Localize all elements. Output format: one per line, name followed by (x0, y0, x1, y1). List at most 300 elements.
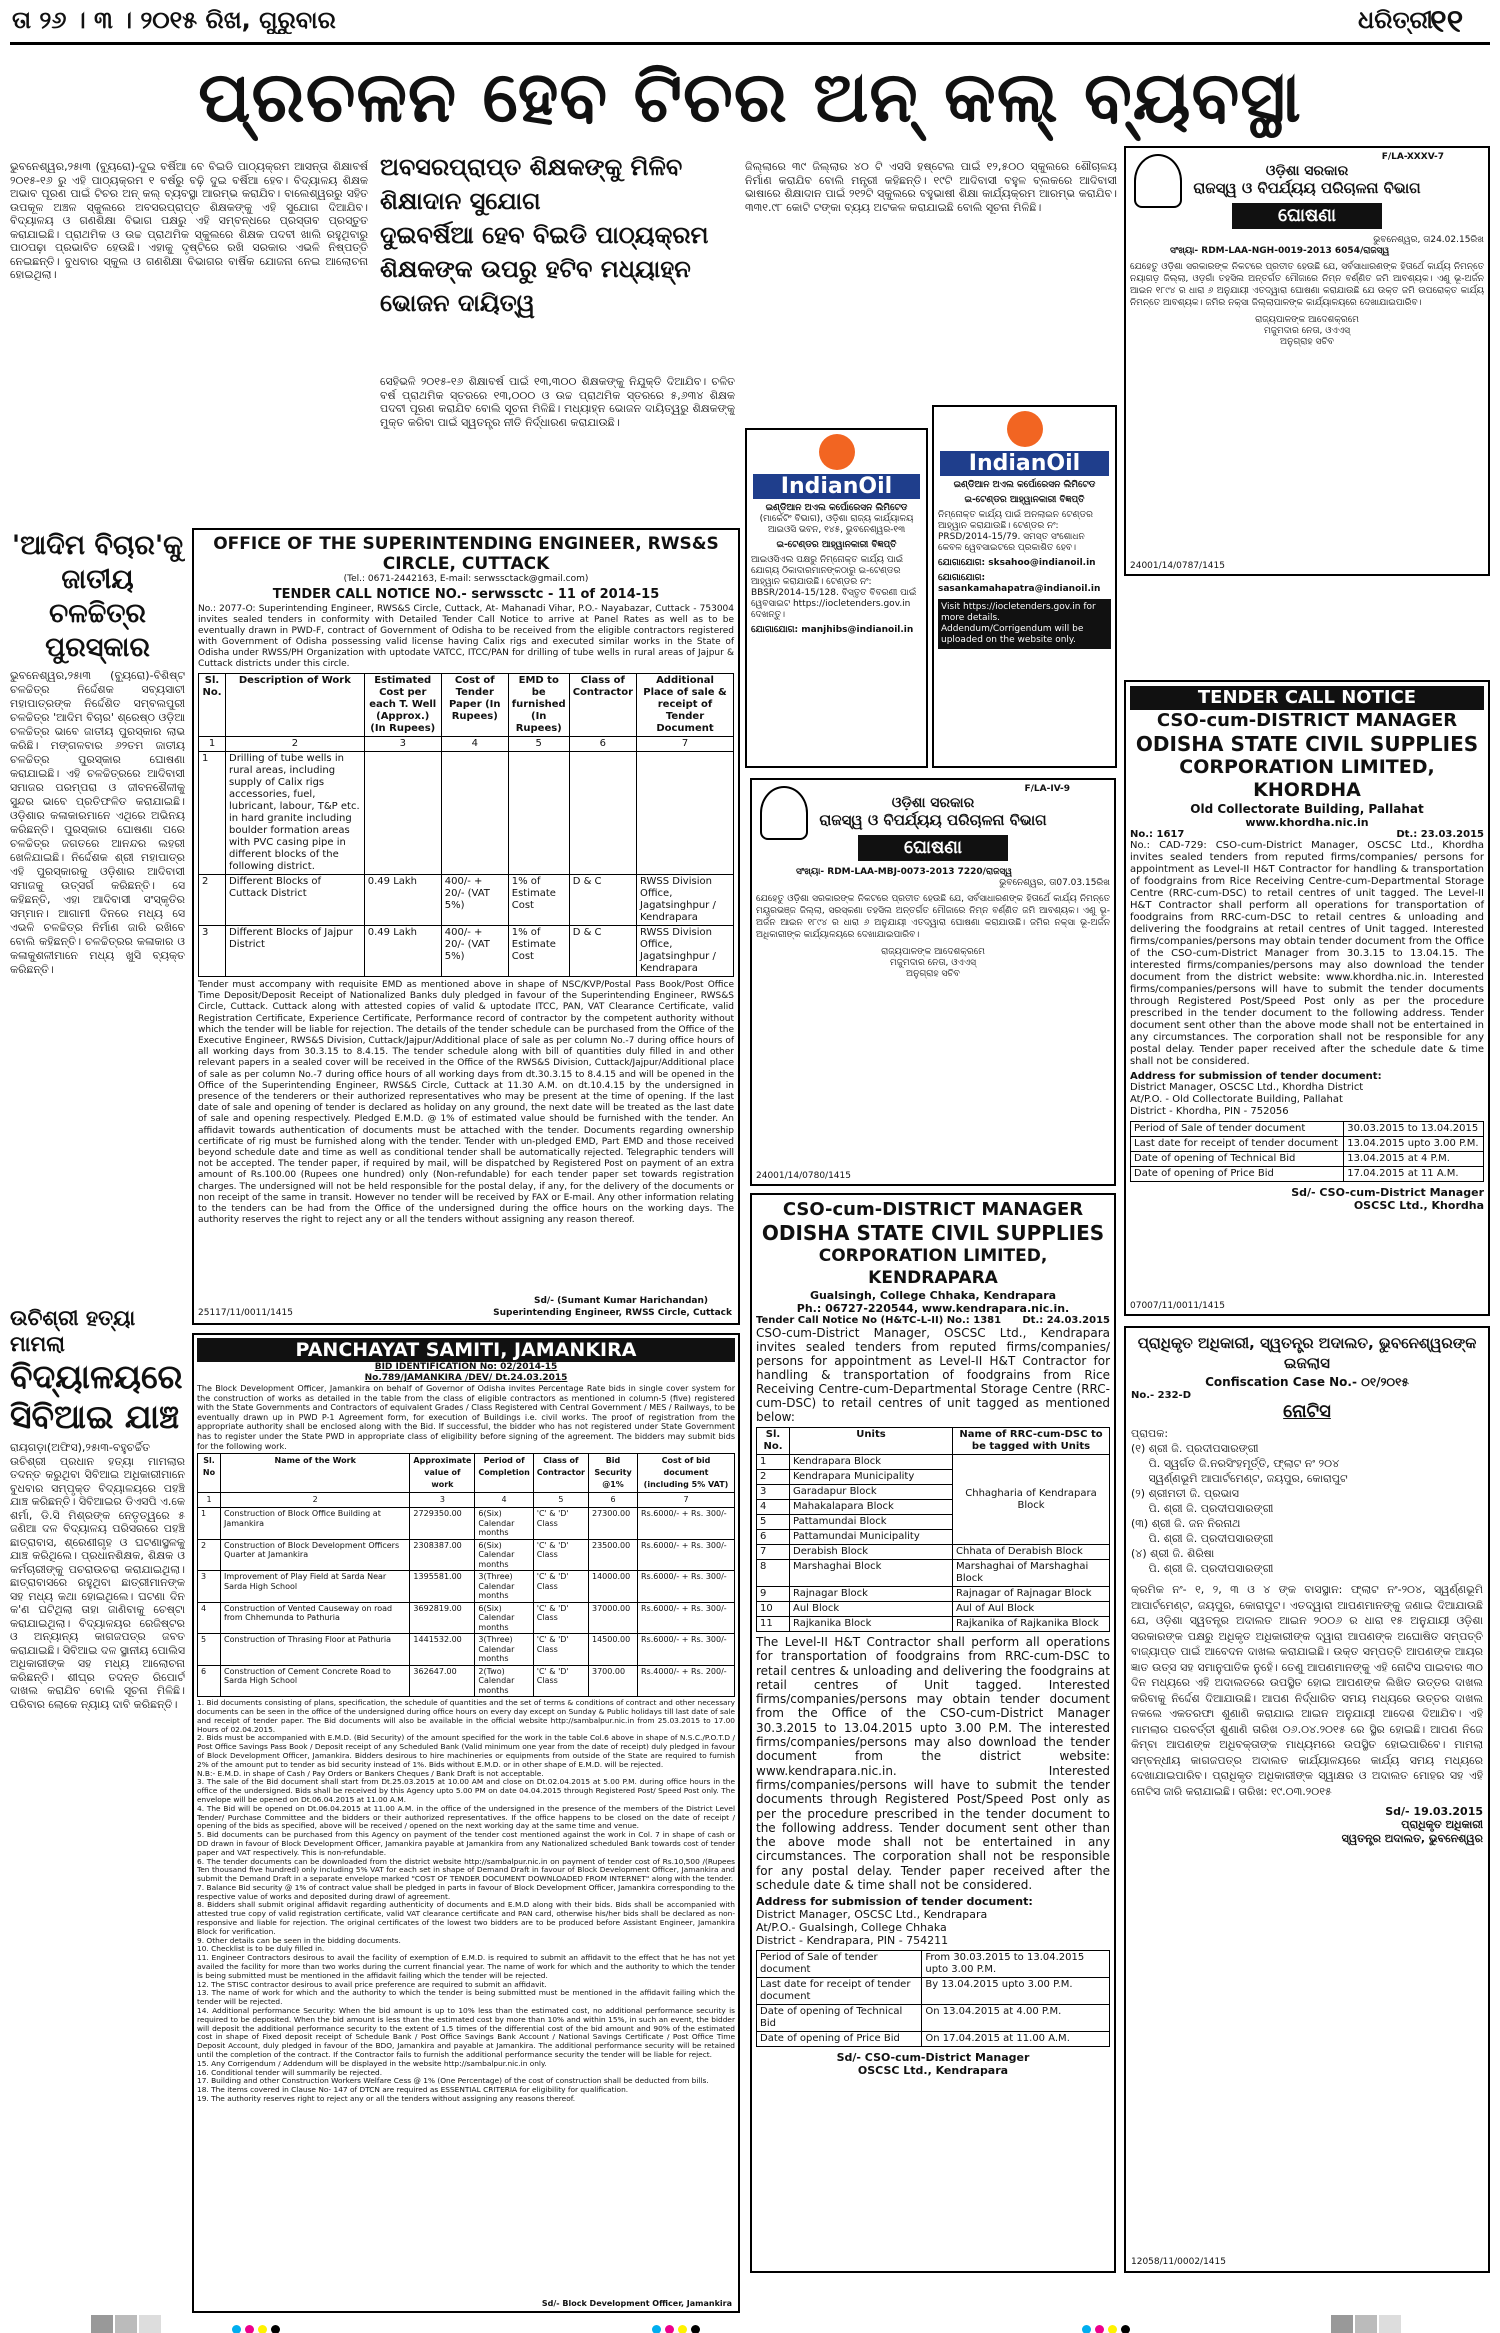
panchayat-condition: 16. Conditional tender will summarily be rejected. (197, 2067, 383, 2077)
kendrapara-sched-value: On 17.04.2015 at 11.00 A.M. (922, 2032, 1110, 2047)
rws-th: EMD to be furnished (In Rupees) (508, 674, 569, 737)
panchayat-cell: 1395581.00 (410, 1571, 475, 1603)
court-title: ପ୍ରାଧିକୃତ ଅଧିକାରୀ, ସ୍ୱତନ୍ତ୍ର ଅଦାଲତ, ଭୁବନେଶ୍ୱରଙ୍କ ଇଜଲାସ (1137, 1334, 1477, 1372)
panchayat-th: Class of Contractor (533, 1454, 588, 1493)
khordha-bar: TENDER CALL NOTICE (1130, 686, 1484, 710)
rws-tender-notice (192, 528, 740, 1325)
court-notice-head: ନୋଟିସ (1283, 1401, 1331, 1422)
court-party-line: ପି. ଶ୍ରୀ ଜି. ପ୍ରଦୀପସାରଙ୍ଗୀ (1131, 1532, 1274, 1545)
court-party-line: (୩) ଶ୍ରୀ ଜି. ଜନ ନିରନାଥ (1131, 1517, 1241, 1530)
khordha-sched-value: 13.04.2015 upto 3.00 P.M. (1344, 1137, 1484, 1152)
odisha-emblem-icon (760, 786, 808, 840)
khordha-no: No.: 1617 (1130, 829, 1185, 840)
panchayat-cell: 5 (198, 1634, 221, 1666)
panchayat-idx: 3 (410, 1493, 475, 1508)
khordha-addr-1: District Manager, OSCSC Ltd., Khordha District (1130, 1082, 1364, 1093)
khordha-sched-value: 13.04.2015 at 4 P.M. (1344, 1152, 1484, 1167)
ioc-org-sub: (ମାର୍କେଟିଂ ବିଭାଗ), ଓଡ଼ିଶା ରାଜ୍ୟ କାର୍ଯ୍ୟାଳୟ (759, 514, 914, 524)
court-sign-2: ପ୍ରାଧିକୃତ ଅଧିକାରୀ (1401, 1818, 1483, 1831)
sub-head-2: ଦୁଇବର୍ଷିଆ ହେବ ବିଇଡି ପାଠ୍ୟକ୍ରମ (380, 221, 709, 249)
kendrapara-addr-2: At/P.O.- Gualsingh, College Chhaka (756, 1921, 947, 1935)
court-party-line: ସ୍ୱର୍ଣ୍ଣଭୂମି ଆପାର୍ଟମେଣ୍ଟ, ଜୟପୁର, କୋରାପୁଟ (1131, 1472, 1348, 1485)
panchayat-cell: 14000.00 (589, 1571, 638, 1603)
panchayat-cell: 4 (198, 1602, 221, 1634)
kendrapara-unit: Derabish Block (790, 1545, 953, 1560)
khordha-addr: Old Collectorate Building, Pallahat (1190, 802, 1424, 816)
ghoshana2-desig: ଅନୁଗ୍ରାହ ସଚିବ (906, 969, 960, 979)
rws-cell (569, 752, 636, 875)
ghoshana1-dept: ରାଜସ୍ୱ ଓ ବିପର୍ଯ୍ୟୟ ପରିଚାଳନା ବିଭାଗ (1193, 179, 1421, 197)
kendrapara-addr-3: District - Kendrapara, PIN - 754211 (756, 1934, 949, 1948)
khordha-sched-label: Last date for receipt of tender document (1131, 1137, 1344, 1152)
kendrapara-th: Units (790, 1428, 953, 1455)
khordha-body: No.: CAD-729: CSO-cum-District Manager, OSCSC Ltd., Khordha invites sealed tenders from reputed firms/companies/ persons for appointment as Level-II H&T Contractor for handling & transportation of foodgrains from Rice Receiving Centre-cum-Departmental Storage Centre (RRC-cum-DSC) to retail centres of unit tagged. The Level-II H&T Contractor shall perform all operations for transportation of foodgrains from RRC-cum-DSC to retail centres & unloading and delivering the foodgrains at retail centres of Unit tagged. Interested firms/companies/persons may obtain tender document from the Office of the CSO-cum-District Manager from 30.3.15 to 13.04.15. The interested firms/companies/persons may also download the tender document from the district website: www.khordha.nic.in. Interested firms/companies/persons will have to submit the tender documents through Registered Post/Speed Post only as per the procedure prescribed in the tender document to the following address. Tender document sent other than the above mode shall not be entertained in any circumstances. The corporation shall not be responsible for any postal delay. Tender paper received after the schedule date & time shall not be considered. (1130, 840, 1484, 1067)
cbi-story (10, 1305, 185, 2310)
court-sign-1: Sd/- 19.03.2015 (1385, 1805, 1483, 1818)
kendrapara-sl: 11 (757, 1617, 790, 1632)
kendrapara-rrc: Chhagharia of Kendrapara Block (953, 1455, 1110, 1545)
panchayat-cell: Rs.6000/- + Rs. 300/- (638, 1571, 735, 1603)
panchayat-cell: Construction of Thrasing Floor at Pathuria (221, 1634, 410, 1666)
kendrapara-unit: Marshaghai Block (790, 1560, 953, 1587)
rws-cell: 400/- + 20/- (VAT 5%) (441, 926, 508, 977)
kendrapara-sl: 6 (757, 1530, 790, 1545)
rws-idx: 5 (508, 737, 569, 752)
ioc-org: ଇଣ୍ଡିଆନ ଅଏଲ କର୍ପୋରେସନ ଲିମିଟେଡ (765, 503, 908, 513)
ghoshana1-date: ଭୁବନେଶ୍ୱର, ତା24.02.15ରିଖ (1373, 235, 1484, 245)
sub-heads (380, 150, 735, 340)
rws-cell: 3 (199, 926, 226, 977)
court-no: No.- 232-D (1131, 1390, 1191, 1401)
rws-title: OFFICE OF THE SUPERINTENDING ENGINEER, RWS&S CIRCLE, CUTTACK (213, 534, 719, 574)
panchayat-cell: Rs.6000/- + Rs. 300/- (638, 1539, 735, 1571)
kendrapara-intro: CSO-cum-District Manager, OSCSC Ltd., Kendrapara invites sealed tenders from reputed firms/companies/ persons for appointment as Level-II H&T Contractor for handling & transportation of foodgrains from Rice Receiving Centre-cum-Departmental Storage Centre (RRC-cum-DSC) to retail centres of unit tagged as mentioned below: (756, 1326, 1110, 1424)
panchayat-cell: Construction of Block Office Building at Jamankira (221, 1508, 410, 1540)
panchayat-cell: 2(Two) Calendar months (475, 1665, 533, 1697)
panchayat-condition: 11. Engineer Contractors desirous to avail the facility of exemption of E.M.D. is required to submit an affidavit to the effect that he has not yet availed the facility for more than two works during the current financial year. The name of work for which and the authority to which the tender is being submitted must be mentioned in the affidavit failing which the tender will be rejected. (197, 1953, 735, 1980)
color-swatches-right (1330, 2315, 1402, 2333)
ioc-contact-1: ଯୋଗାଯୋଗ: sksahoo@indianoil.in (938, 558, 1096, 568)
panchayat-condition: 19. The authority reserves right to reject any or all the tenders without assigning any reasons thereof. (197, 2094, 576, 2104)
rws-th: Cost of Tender Paper (In Rupees) (441, 674, 508, 737)
panchayat-condition: 5. Bid documents can be purchased from this Agency on payment of the tender cost mentioned against the work in Col. 7 in shape of cash or DD drawn in favour of Block Development Officer, Jamankira payable at Jamankira from any Nationalized scheduled Bank towards cost of tender paper and VAT respectively. This is non-refundable. (197, 1830, 735, 1857)
kendrapara-sl: 4 (757, 1500, 790, 1515)
panchayat-cell: 'C' & 'D' Class (533, 1602, 588, 1634)
kendrapara-sl: 1 (757, 1455, 790, 1470)
panchayat-cell: 3 (198, 1571, 221, 1603)
kendrapara-t2: ODISHA STATE CIVIL SUPPLIES (761, 1221, 1105, 1245)
court-body: କ୍ରମିକ ନଂ- ୧, ୨, ୩ ଓ ୪ ଙ୍କ ବାସସ୍ଥାନ: ଫ୍ଲାଟ ନଂ-୨୦୪, ସ୍ୱର୍ଣ୍ଣଭୂମି ଆପାର୍ଟମେଣ୍ଟ, ଜୟପୁର, କୋରାପୁଟ। ଏତଦ୍ୱାରା ଆପଣମାନଙ୍କୁ ଜଣାଇ ଦିଆଯାଉଛି ଯେ, ଓଡ଼ିଶା ସ୍ୱତନ୍ତ୍ର ଅଦାଲତ ଆଇନ ୨୦୦୬ ର ଧାରା ୧୫ ଅନୁଯାୟୀ ଓଡ଼ିଶା ସରକାରଙ୍କ ପକ୍ଷରୁ ଅଧିକୃତ ଅଧିକାରୀଙ୍କ ଦ୍ୱାରା ଆପଣଙ୍କ ଅଘୋଷିତ ସମ୍ପତ୍ତି ବାଜ୍ୟାପ୍ତ ପାଇଁ ଆବେଦନ ଦାଖଲ କରାଯାଇଛି। ଉକ୍ତ ସମ୍ପତ୍ତି ଆପଣଙ୍କ ଆୟର ଜ୍ଞାତ ଉତ୍ସ ସହ ସମାନୁପାତିକ ନୁହେଁ। ତେଣୁ ଆପଣମାନଙ୍କୁ ଏହି ନୋଟିସ ପାଇବାର ୩୦ ଦିନ ମଧ୍ୟରେ ଏହି ଅଦାଲତରେ ଉପସ୍ଥିତ ହୋଇ ଆପଣଙ୍କ ଲିଖିତ ଉତ୍ତର ଦାଖଲ କରିବାକୁ ନିର୍ଦ୍ଦେଶ ଦିଆଯାଉଛି। ଆପଣ ନିର୍ଦ୍ଧାରିତ ସମୟ ମଧ୍ୟରେ ଉତ୍ତର ଦାଖଲ ନକଲେ ଏକତରଫା ଶୁଣାଣି କରାଯାଇ ଆଇନ ଅନୁଯାୟୀ ଆଦେଶ ଦିଆଯିବ। ଏହି ମାମଲାର ପରବର୍ତ୍ତୀ ଶୁଣାଣି ତାରିଖ ୦୬.୦୪.୨୦୧୫ ରେ ସ୍ଥିର ହୋଇଛି। ଆପଣ ନିଜେ କିମ୍ବା ଆପଣଙ୍କ ଅଧିବକ୍ତାଙ୍କ ମାଧ୍ୟମରେ ଉପସ୍ଥିତ ହୋଇପାରିବେ। ମାମଲା ସମ୍ବନ୍ଧୀୟ କାଗଜପତ୍ର ଅଦାଲତ କାର୍ଯ୍ୟାଳୟରେ କାର୍ଯ୍ୟ ସମୟ ମଧ୍ୟରେ ଦେଖାଯାଇପାରିବ। ପ୍ରାଧିକୃତ ଅଧିକାରୀଙ୍କ ସ୍ୱାକ୍ଷର ଓ ଅଦାଲତ ମୋହର ସହ ଏହି ନୋଟିସ ଜାରି କରାଯାଇଛି। ତାରିଖ: ୧୯.୦୩.୨୦୧୫ (1131, 1583, 1483, 1798)
panchayat-cell: 1 (198, 1508, 221, 1540)
ioc-body: ନିମ୍ନୋକ୍ତ କାର୍ଯ୍ୟ ପାଇଁ ଅନଲାଇନ ଟେଣ୍ଡର ଆହ୍ୱାନ କରାଯାଉଛି। ଟେଣ୍ଡର ନଂ: PRSD/2014-15/79. ସମସ୍ତ ସଂଶୋଧନ କେବଳ ୱେବସାଇଟରେ ପ୍ରକାଶିତ ହେବ। (938, 510, 1093, 553)
rws-sign-2: Superintending Engineer, RWSS Circle, Cuttack (493, 1308, 732, 1318)
rws-idx: 1 (199, 737, 226, 752)
rws-row (199, 926, 734, 977)
panchayat-cell: 'C' & 'D' Class (533, 1508, 588, 1540)
panchayat-cell: 2 (198, 1539, 221, 1571)
panchayat-tender (192, 1333, 740, 2313)
kendrapara-unit: Pattamundai Municipality (790, 1530, 953, 1545)
court-party-line: (୪) ଶ୍ରୀ ଜି. ଶିରିଷା (1131, 1547, 1215, 1560)
page-number: ୧୧ (1430, 2, 1464, 40)
kendrapara-schedule (756, 1950, 1110, 2047)
kendrapara-unit: Rajkanika Block (790, 1617, 953, 1632)
ioc-brand: IndianOil (753, 474, 920, 499)
kendrapara-addr-head: Address for submission of tender document: (756, 1895, 1033, 1909)
rws-cell (508, 752, 569, 875)
panchayat-cell: 14500.00 (589, 1634, 638, 1666)
registration-marks (650, 2319, 702, 2333)
panchayat-condition: 1. Bid documents consisting of plans, specification, the schedule of quantities and the set of terms & conditions of contract and other necessary documents can be seen in the office of the undersigned during office hours on every day except on Sunday & Public holidays till last date of sale and receipt of tender paper. The Bid documents will also be available in the official website http://sambalpur.nic.in from 25.03.2015 to 17.00 Hours of 02.04.2015. (197, 1698, 735, 1734)
panchayat-condition: 14. Additional performance Security: When the bid amount is up to 10% less than the estimated cost, no additional performance security is required to be deposited. When the bid amount is less than the estimated cost by more than 10% and within 15%, in such an event, the bidder will deposit the additional performance security to the extent of 1.5 times of the differential cost of the bid amount and 90% of the estimated cost in shape of Fixed deposit receipt of Schedule Bank / Post Office Savings Bank Account / National Savings Certificate / Post Office Time Deposit Account, duly pledged in favour of the BDO, Jamankira and payable at Jamankira. The additional performance security will be retained until the completion of the contract. If the Contractor fails to furnish the additional performance security the tender will be liable for reject. (197, 2006, 735, 2060)
cbi-kicker: ଉଚିଶ୍ରୀ ହତ୍ୟା ମାମଲା (10, 1306, 136, 1356)
panchayat-cell: Construction of Vented Causeway on road from Chhemunda to Pathuria (221, 1602, 410, 1634)
panchayat-th: Name of the Work (221, 1454, 410, 1493)
rws-cell: D & C (569, 926, 636, 977)
khordha-addr-head: Address for submission of tender document: (1130, 1071, 1382, 1082)
ghoshana2-code: F/LA-IV-9 (1024, 784, 1070, 794)
rws-cell (637, 752, 734, 875)
khordha-sign-1: Sd/- CSO-cum-District Manager (1291, 1186, 1484, 1199)
indianoil-logo-icon (1007, 411, 1043, 447)
panchayat-idx: 5 (533, 1493, 588, 1508)
kendrapara-rrc: Rajnagar of Rajnagar Block (953, 1587, 1110, 1602)
ghoshana2-ref: ସଂଖ୍ୟା- RDM-LAA-MBJ-0073-2013 7220/ରାଜସ୍ୱ (796, 867, 1012, 877)
rws-cell: 0.49 Lakh (364, 926, 441, 977)
panchayat-cell: 3(Three) Calendar months (475, 1571, 533, 1603)
panchayat-cell: Improvement of Play Field at Sarda Near Sarda High School (221, 1571, 410, 1603)
cbi-body: ରାୟଗଡ଼ା(ଅଫିସ),୨୫ା୩-ବହୁଚର୍ଚ୍ଚିତ ଉଚିଶ୍ରୀ ପ୍ରଧାନ ହତ୍ୟା ମାମଲାର ତଦନ୍ତ କରୁଥିବା ସିବିଆଇ ଅଧିକାରୀମାନେ ବୁଧବାର ସମ୍ପୃକ୍ତ ବିଦ୍ୟାଳୟରେ ପହଞ୍ଚି ଯାଞ୍ଚ କରିଛନ୍ତି। ସିବିଆଇର ଡିଏସପି ଏ.କେ ଶର୍ମା, ଡି.ସି ମିଶ୍ରଙ୍କ ନେତୃତ୍ୱରେ ୫ ଜଣିଆ ଦଳ ବିଦ୍ୟାଳୟ ପରିସରରେ ପହଞ୍ଚି ଛାତ୍ରାବାସ, ଶ୍ରେଣୀଗୃହ ଓ ଘଟଣାସ୍ଥଳକୁ ଯାଞ୍ଚ କରିଥିଲେ। ପ୍ରଧାନଶିକ୍ଷକ, ଶିକ୍ଷକ ଓ କର୍ମଚାରୀଙ୍କୁ ପଚରାଉଚରା କରାଯାଇଥିଲା। ଛାତ୍ରାବାସରେ ରହୁଥିବା ଛାତ୍ରୀମାନଙ୍କ ସହ ମଧ୍ୟ କଥା ହୋଇଥିଲେ। ଘଟଣା ଦିନ କ'ଣ ଘଟିଥିଲା ତାହା ଜାଣିବାକୁ ଚେଷ୍ଟା କରାଯାଇଥିଲା। ବିଦ୍ୟାଳୟର ରେଜିଷ୍ଟର ଓ ଅନ୍ୟାନ୍ୟ କାଗଜପତ୍ର ଜବତ କରାଯାଇଛି। ସିବିଆଇ ଦଳ ସ୍ଥାନୀୟ ପୋଲିସ ଅଧିକାରୀଙ୍କ ସହ ମଧ୍ୟ ଆଲୋଚନା କରିଛନ୍ତି। ଶୀଘ୍ର ତଦନ୍ତ ରିପୋର୍ଟ ଦାଖଲ କରାଯିବ ବୋଲି ସୂଚନା ମିଳିଛି। ପରିବାର ଲୋକେ ନ୍ୟାୟ ଦାବି କରିଛନ୍ତି। (10, 1441, 185, 1711)
rws-cell: D & C (569, 875, 636, 926)
panchayat-cell: 3692819.00 (410, 1602, 475, 1634)
rws-idx: 3 (364, 737, 441, 752)
khordha-t2: ODISHA STATE CIVIL SUPPLIES (1135, 732, 1479, 756)
main-headline: ପ୍ରଚଳନ ହେବ ଟିଚର ଅନ୍ କଲ୍ ବ୍ୟବସ୍ଥା (198, 55, 1302, 138)
rws-th: Additional Place of sale & receipt of Tender Document (637, 674, 734, 737)
story-col-3: ଜିଲ୍ଲାରେ ୩୯ ଜିଲ୍ଲାର ୪୦ ଟି ଏସସି ହଷ୍ଟେଲ ପାଇଁ ୧୨,୫୦୦ ସ୍କୁଲରେ ଶୌଚାଳୟ ନିର୍ମାଣ କରାଯିବ ବୋଲି ମନ୍ତ୍ରୀ କହିଛନ୍ତି। ୧୯ଟି ଆଦିବାସୀ ବହୁଳ ବ୍ଲକରେ ଆଦିବାସୀ ଭାଷାରେ ଶିକ୍ଷାଦାନ ପାଇଁ ୨୧୨ଟି ସ୍କୁଲରେ ବହୁଭାଷୀ ଶିକ୍ଷା କାର୍ଯ୍ୟକ୍ରମ ଆରମ୍ଭ କରାଯିବ। ୩୩୧.୯୮ କୋଟି ଟଙ୍କା ବ୍ୟୟ ଅଟକଳ କରାଯାଇଛି ବୋଲି ସୂଚନା ମିଳିଛି। (745, 160, 1117, 214)
kendrapara-no: Tender Call Notice No (H&TC-L-II) No.: 1381 (756, 1315, 1002, 1326)
panchayat-row (198, 1634, 735, 1666)
kendrapara-units-table (756, 1427, 1110, 1632)
panchayat-conditions (197, 1699, 735, 2104)
panchayat-cell: 3700.00 (589, 1665, 638, 1697)
panchayat-condition: 13. The name of work for which and the authority to which the tender is being submitted must be mentioned in the affidavit failing which the tender will be rejected. (197, 1988, 735, 2007)
panchayat-cell: 3(Three) Calendar months (475, 1634, 533, 1666)
kendrapara-ph: Ph.: 06727-220544, www.kendrapara.nic.in. (796, 1302, 1070, 1315)
ghoshana1-govt: ଓଡ଼ିଶା ସରକାର (1265, 163, 1349, 179)
khordha-t3: CORPORATION LIMITED, KHORDHA (1179, 756, 1435, 801)
panchayat-rows (198, 1508, 735, 1697)
court-notice (1124, 1326, 1490, 2273)
court-parties (1131, 1426, 1483, 1576)
rws-row (199, 752, 734, 875)
ioc-contact: ଯୋଗାଯୋଗ: manjhibs@indianoil.in (751, 625, 914, 635)
kendrapara-t3: CORPORATION LIMITED, KENDRAPARA (818, 1246, 1048, 1288)
kendrapara-sl: 2 (757, 1470, 790, 1485)
rws-cell: Different Blocks of Jajpur District (226, 926, 365, 977)
panchayat-condition: 9. Other details can be seen in the bidding documents. (197, 1935, 401, 1945)
panchayat-cell: 6(Six) Calendar months (475, 1539, 533, 1571)
kendrapara-unit: Rajnagar Block (790, 1587, 953, 1602)
kendrapara-sl: 10 (757, 1602, 790, 1617)
panchayat-cell: 27300.00 (589, 1508, 638, 1540)
rws-idx: 7 (637, 737, 734, 752)
panchayat-cell: 1441532.00 (410, 1634, 475, 1666)
khordha-dt: Dt.: 23.03.2015 (1396, 829, 1484, 840)
film-award-body: ଭୁବନେଶ୍ୱର,୨୫ା୩ (ବ୍ୟୁରୋ)-ବିଶିଷ୍ଟ ଚଳଚ୍ଚିତ୍ର ନିର୍ଦ୍ଦେଶକ ସବ୍ୟସାଚୀ ମହାପାତ୍ରଙ୍କ ନିର୍ଦ୍ଦେଶିତ ସମ୍ବଲପୁରୀ ଚଳଚ୍ଚିତ୍ର 'ଆଦିମ ବିଚାର' ଶ୍ରେଷ୍ଠ ଓଡ଼ିଆ ଚଳଚ୍ଚିତ୍ର ଭାବେ ଜାତୀୟ ପୁରସ୍କାର ଲାଭ କରିଛି। ମଙ୍ଗଳବାର ୬୨ତମ ଜାତୀୟ ଚଳଚ୍ଚିତ୍ର ପୁରସ୍କାର ଘୋଷଣା କରାଯାଇଛି। ଏହି ଚଳଚ୍ଚିତ୍ରରେ ଆଦିବାସୀ ସମାଜର ପରମ୍ପରା ଓ ଜୀବନଶୈଳୀକୁ ସୁନ୍ଦର ଭାବେ ପ୍ରତିଫଳିତ କରାଯାଇଛି। ଓଡ଼ିଶାର କଳାକାରମାନେ ଏଥିରେ ଅଭିନୟ କରିଛନ୍ତି। ପୁରସ୍କାର ଘୋଷଣା ପରେ ଚଳଚ୍ଚିତ୍ର ଜଗତରେ ଆନନ୍ଦର ଲହରୀ ଖେଳିଯାଇଛି। ନିର୍ଦ୍ଦେଶକ ଶ୍ରୀ ମହାପାତ୍ର ଏହି ପୁରସ୍କାରକୁ ଓଡ଼ିଶାର ଆଦିବାସୀ ସମାଜକୁ ଉତ୍ସର୍ଗ କରିଛନ୍ତି। ସେ କହିଛନ୍ତି, ଏହା ଆଦିବାସୀ ସଂସ୍କୃତିର ସମ୍ମାନ। ଆଗାମୀ ଦିନରେ ମଧ୍ୟ ସେ ଏଭଳି ଚଳଚ୍ଚିତ୍ର ନିର୍ମାଣ ଜାରି ରଖିବେ ବୋଲି କହିଛନ୍ତି। ଚଳଚ୍ଚିତ୍ରର କଳାକାର ଓ କଳାକୁଶଳୀମାନେ ମଧ୍ୟ ଖୁସି ବ୍ୟକ୍ତ କରିଛନ୍ତି। (10, 669, 185, 976)
print-color-bar (0, 2315, 1500, 2333)
kendrapara-unit: Garadapur Block (790, 1485, 953, 1500)
ioc-address: ଆଇଓସି ଭବନ, ୧୪୫, ଭୁବନେଶ୍ୱର-୧୩ (767, 525, 906, 535)
kendrapara-th: Name of RRC-cum-DSC to be tagged with Units (953, 1428, 1110, 1455)
ghoshana2-dept: ରାଜସ୍ୱ ଓ ବିପର୍ଯ୍ୟୟ ପରିଚାଳନା ବିଭାଗ (819, 811, 1047, 829)
kendrapara-unit: Kendrapara Block (790, 1455, 953, 1470)
kendrapara-unit: Pattamundai Block (790, 1515, 953, 1530)
ghoshana1-desig: ଅନୁଗ୍ରାହ ସଚିବ (1280, 337, 1334, 347)
panchayat-cell: 23500.00 (589, 1539, 638, 1571)
panchayat-cell: 2729350.00 (410, 1508, 475, 1540)
rws-th: Class of Contractor (569, 674, 636, 737)
rws-cell: 400/- + 20/- (VAT 5%) (441, 875, 508, 926)
kendrapara-rrc: Aul of Aul Block (953, 1602, 1110, 1617)
rws-notice-no: TENDER CALL NOTICE NO.- serwssctc - 11 of 2014-15 (272, 587, 660, 602)
panchayat-cell: 362647.00 (410, 1665, 475, 1697)
rws-cell: 1% of Estimate Cost (508, 926, 569, 977)
panchayat-idx: 6 (589, 1493, 638, 1508)
court-party-line: ପି. ଶ୍ରୀ ଜି. ପ୍ରଦୀପସାରଙ୍ଗୀ (1131, 1502, 1274, 1515)
panchayat-condition: 18. The items covered in Clause No- 147 of DTCN are required as ESSENTIAL CRITERIA for eligibility for qualification. (197, 2085, 629, 2095)
header-rule (10, 42, 1490, 45)
panchayat-th: Cost of bid document (including 5% VAT) (638, 1454, 735, 1493)
kendrapara-sign-1: Sd/- CSO-cum-District Manager (836, 2051, 1030, 2065)
panchayat-cell: 6 (198, 1665, 221, 1697)
ioc-title: ଇ-ଟେଣ୍ଡର ଆହ୍ୱାନକାରୀ ବିଜ୍ଞପ୍ତି (776, 540, 897, 550)
kendrapara-sched-value: By 13.04.2015 upto 3.00 P.M. (922, 1978, 1110, 2005)
khordha-sched-label: Period of Sale of tender document (1131, 1122, 1344, 1137)
panchayat-row (198, 1539, 735, 1571)
rws-cell (364, 752, 441, 875)
panchayat-condition: 6. The tender documents can be downloaded from the district website http://sambalpur.nic.in on payment of tender cost of Rs.10,500 /(Rupees Ten thousand five hundred) only including 5% VAT for each set in shape of Demand Draft in favour of Block Development Officer, Jamankira and submit the Demand Draft in a separate envelope marked "COST OF TENDER DOCUMENT DOWNLOADED FROM INTERNET" along with the tender. (197, 1856, 735, 1884)
panchayat-ref: No.789/JAMANKIRA /DEV/ Dt.24.03.2015 (364, 1373, 568, 1383)
panchayat-cell: 6(Six) Calendar months (475, 1508, 533, 1540)
kendrapara-dt: Dt.: 24.03.2015 (1022, 1315, 1110, 1326)
film-award-headline: 'ଆଦିମ ବିଚାର'କୁ ଜାତୀୟ ଚଳଚ୍ଚିତ୍ର ପୁରସ୍କାର (11, 530, 184, 663)
rws-cell: Drilling of tube wells in rural areas, including supply of Calix rigs accessories, fuel, lubricant, labour, T&P etc. in hard granite including boulder formation areas with PVC casing pipe in different blocks of the following district. (226, 752, 365, 875)
rws-body: Tender must accompany with requisite EMD as mentioned above in shape of NSC/KVP/Postal Pass Book/Post Office Time Deposit/Deposit Receipt of Nationalized Banks duly pledged in favour of the Superintending Engineer, RWS&S Circle, Cuttack. Cuttack along with attested copies of valid & uptodate ITCC, PAN, VAT Clearance Certificate, valid Registration Certificate, Experience Certificate, Performance record of contractor by the competent authority without which the tender will be liable for rejection. The details of the tender schedule can be purchased from the Office of the Executive Engineer, RWS&S Division, Cuttack/Jajpur/Additional place of sale as per column No.-7 during office hours of all working days from 30.3.15 to 8.4.15. The tender schedule along with bill of quantities duly filled in and other relevant papers in a sealed cover will be received in the Office of the RWS&S Division, Cuttack/Jajpur/Additional place of sale as per column No.-7 during office hours of all working days from dt.30.3.15 to 8.4.15 and will be opened in the Office of the Superintending Engineer, RWS&S Circle, Cuttack at 11.30 A.M. on dt.10.4.15 by the undersigned in presence of the tenderers or their authorized representatives who may be present at the time of opening. If the last date of sale and opening of tender is declared as holiday on any ground, the next date will be treated as the last date of sale and opening respectively. Pledged E.M.D. @ 1% of estimated value should be furnished with the tender. An affidavit towards authentication of documents must be attached with the tender. Documents regarding ownership certificate of rig must be furnished along with the tender. Tender with un-pledged EMD, Part EMD and those received beyond schedule date and time as well as conditional tender shall be automatically rejected. Telegraphic tenders will not be accepted. The tender paper, if required by mail, will be dispatched by Registered Post on payment of an extra amount of Rs.100.00 (Rupees one hundred) only (Non-refundable) for each tender paper set towards registration charges. The undersigned will not be held responsible for the postal delay, if any, for the delivery of the documents or non receipt of the same in transit. However no tender will be received by FAX or E-mail. Any other information relating to the tenders can be had from the Office of the undersigned during the office hours on the working days. The authority reserves the right to reject any or all the tenders without assigning any reason thereof. (198, 980, 734, 1226)
khordha-sched-value: 30.03.2015 to 13.04.2015 (1344, 1122, 1484, 1137)
ghoshana2-order: ରାଜ୍ୟପାଳଙ୍କ ଆଦେଶକ୍ରମେ (881, 947, 985, 957)
ghoshana-notice-1 (1124, 146, 1490, 576)
masthead (0, 0, 1500, 40)
rws-th: Sl. No. (199, 674, 226, 737)
ghoshana2-code2: 24001/14/0780/1415 (756, 1171, 851, 1181)
ghoshana1-code2: 24001/14/0787/1415 (1130, 561, 1225, 571)
panchayat-condition: 2. Bids must be accompanied with E.M.D. (Bid Security) of the amount specified for the work in the table Col.6 above in shape of N.S.C./P.O.T.D / Post Office Savings Pass Book / Deposit receipt of any Scheduled Bank (Valid minimum one year from the date of receipt) duly pledged in favour of Block Development Officer, Jamankira. Bidders desirous to hire machineries or equipments from outside of the State are required to furnish 2% of the amount put to tender as bid security instead of 1%. Bids without E.M.D. or in other shape of E.M.D. will be rejected. (197, 1733, 735, 1769)
kendrapara-unit: Kendrapara Municipality (790, 1470, 953, 1485)
ioc-title: ଇ-ଟେଣ୍ଡର ଆହ୍ୱାନକାରୀ ବିଜ୍ଞପ୍ତି (964, 495, 1085, 505)
rws-idx: 4 (441, 737, 508, 752)
kendrapara-tender (750, 1193, 1116, 2273)
kendrapara-th: Sl. No. (757, 1428, 790, 1455)
kendrapara-rrc: Marshaghai of Marshaghai Block (953, 1560, 1110, 1587)
court-party-line: ପ୍ରାପକ: (1131, 1427, 1169, 1440)
panchayat-condition: 17. Building and other Construction Workers Welfare Cess @ 1% (One Percentage) of the cost of construction shall be deducted from bills. (197, 2076, 709, 2086)
kendrapara-rrc: Rajkanika of Rajkanika Block (953, 1617, 1110, 1632)
odisha-emblem-icon (1134, 154, 1182, 208)
khordha-sched-value: 17.04.2015 at 11 A.M. (1344, 1167, 1484, 1182)
ghoshana2-title: ଘୋଷଣା (858, 835, 1008, 861)
ghoshana2-sign: ମଜୁମଦାର ନେତା, ଓଏଏସ୍ (890, 958, 976, 968)
kendrapara-unit: Aul Block (790, 1602, 953, 1617)
khordha-addr-2: At/P.O. - Old Collectorate Building, Pallahat (1130, 1094, 1343, 1105)
panchayat-row (198, 1571, 735, 1603)
panchayat-cell: Rs.6000/- + Rs. 300/- (638, 1634, 735, 1666)
rws-idx: 2 (226, 737, 365, 752)
panchayat-cell: Rs.6000/- + Rs. 300/- (638, 1508, 735, 1540)
ioc-body: ଆଇଓସିଏଲ ପକ୍ଷରୁ ନିମ୍ନୋକ୍ତ କାର୍ଯ୍ୟ ପାଇଁ ଯୋଗ୍ୟ ଠିକାଦାରମାନଙ୍କଠାରୁ ଇ-ଟେଣ୍ଡର ଆହ୍ୱାନ କରାଯାଉଛି। ଟେଣ୍ଡର ନଂ: BBSR/2014-15/128. ବିସ୍ତୃତ ବିବରଣୀ ପାଇଁ ୱେବସାଇଟ https://iocletenders.gov.in ଦେଖନ୍ତୁ। (751, 555, 917, 620)
ioc-contact-2: ଯୋଗାଯୋଗ: sasankamahapatra@indianoil.in (938, 573, 1101, 594)
kendrapara-sl: 3 (757, 1485, 790, 1500)
panchayat-cell: Construction of Block Development Officers Quarter at Jamankira (221, 1539, 410, 1571)
ioc-brand: IndianOil (940, 451, 1109, 476)
ghoshana2-body: ଯେହେତୁ ଓଡ଼ିଶା ସରକାରଙ୍କ ନିକଟରେ ପ୍ରତୀତ ହେଉଛି ଯେ, ସର୍ବସାଧାରଣଙ୍କ ହିତାର୍ଥେ କାର୍ଯ୍ୟ ନିମନ୍ତେ ମୟୂରଭଞ୍ଜ ଜିଲ୍ଲା, ସରସ୍କଣା ତହସିଲ ଅନ୍ତର୍ଗତ ମୌଜାରେ ନିମ୍ନ ବର୍ଣ୍ଣିତ ଜମି ଆବଶ୍ୟକ। ଏଣୁ ଭୂ-ଅର୍ଜନ ଆଇନ ୧୮୯୪ ର ଧାରା ୬ ଅନୁଯାୟୀ ଏତଦ୍ୱାରା ଘୋଷଣା କରାଯାଉଛି। ଜମିର ନକ୍ସା ଭୂ-ଅର୍ଜନ ଅଧିକାରୀଙ୍କ କାର୍ଯ୍ୟାଳୟରେ ଦେଖାଯାଇପାରିବ। (756, 894, 1110, 940)
panchayat-cell: Construction of Cement Concrete Road to Sarda High School (221, 1665, 410, 1697)
ioc-org: ଇଣ୍ଡିଆନ ଅଏଲ କର୍ପୋରେସନ ଲିମିଟେଡ (953, 480, 1096, 490)
panchayat-cell: Rs.6000/- + Rs. 300/- (638, 1602, 735, 1634)
kendrapara-sl: 5 (757, 1515, 790, 1530)
ghoshana2-govt: ଓଡ଼ିଶା ସରକାର (891, 795, 975, 811)
panchayat-row (198, 1602, 735, 1634)
khordha-sched-label: Date of opening of Price Bid (1131, 1167, 1344, 1182)
sub-head-3: ଶିକ୍ଷକଙ୍କ ଉପରୁ ହଟିବ ମଧ୍ୟାହ୍ନ ଭୋଜନ ଦାୟିତ୍ୱ (380, 255, 691, 317)
kendrapara-sched-label: Date of opening of Price Bid (757, 2032, 922, 2047)
rws-cell: 1 (199, 752, 226, 875)
panchayat-sign: Sd/- Block Development Officer, Jamankira (541, 2299, 732, 2308)
issue-date: ତା ୨୬ । ୩ । ୨୦୧୫ ରିଖ, ଗୁରୁବାର (12, 6, 336, 34)
ioc-ad-1 (745, 428, 928, 768)
court-party-line: (୨) ଶ୍ରୀମତୀ ଜି. ପ୍ରଭାସ (1131, 1487, 1239, 1500)
kendrapara-sched-value: On 13.04.2015 at 4.00 P.M. (922, 2005, 1110, 2032)
kendrapara-sl: 8 (757, 1560, 790, 1587)
panchayat-row (198, 1665, 735, 1697)
kendrapara-t1: CSO-cum-DISTRICT MANAGER (782, 1199, 1084, 1220)
kendrapara-rrc: Chhata of Derabish Block (953, 1545, 1110, 1560)
kendrapara-body: The Level-II H&T Contractor shall perform all operations for transportation of foodgrains from RRC-cum-DSC to retail centres & unloading and delivering the foodgrains at retail centres of Unit tagged. Interested firms/companies/persons may obtain tender document from the Office of the CSO-cum-District Manager 30.3.2015 to 13.04.2015 upto 3.00 P.M. The interested firms/companies/persons may also download the tender document from the district website: www.kendrapara.nic.in. Interested firms/companies/persons will have to submit the tender documents through Registered Post/Speed Post only as per the procedure prescribed in the tender document to the following address. Tender document sent other than the above mode shall not be entertained in any circumstances. The corporation shall not be responsible for any postal delay. Tender paper received after the schedule date & time shall not be considered. (756, 1635, 1110, 1893)
court-case: Confiscation Case No.- ୦୧/୨୦୧୫ (1205, 1375, 1409, 1389)
ioc-footer: Visit https://iocletenders.gov.in for more details. Addendum/Corrigendum will be uploaded on the website only. (938, 599, 1111, 649)
rws-contact: (Tel.: 0671-2442163, E-mail: serwssctack@gmail.com) (343, 574, 589, 584)
registration-marks (1080, 2319, 1132, 2333)
panchayat-th: Bid Security @1% (589, 1454, 638, 1493)
panchayat-idx: 7 (638, 1493, 735, 1508)
panchayat-idx: 2 (221, 1493, 410, 1508)
panchayat-th: Approximate value of work (410, 1454, 475, 1493)
panchayat-cell: 'C' & 'D' Class (533, 1634, 588, 1666)
ghoshana1-order: ରାଜ୍ୟପାଳଙ୍କ ଆଦେଶକ୍ରମେ (1255, 315, 1359, 325)
khordha-code: 07007/11/0011/1415 (1130, 1301, 1225, 1311)
panchayat-intro: The Block Development Officer, Jamankira on behalf of Governor of Odisha invites Percentage Rate bids in single cover system for the construction of works as detailed in the table from the class of eligible contractors as mentioned in column-5 (five) registered with the State Governments and Contractors of equivalent Grades / Class Registered with Central Government / MES / Railways, to be eventually drawn up in PWD P-1 Agreement form, for execution of Buildings i.e. civil works. The proof of registration from the appropriate authority shall be enclosed along with the Bid. If successful, the bidder who has not registered under State Government has to register under the State PWD in appropriate class of eligibility before signing of the agreement. The bidders may submit bids for the following work. (197, 1384, 735, 1451)
color-swatches-left (90, 2315, 162, 2333)
kendrapara-sl: 9 (757, 1587, 790, 1602)
kendrapara-sched-label: Date of opening of Technical Bid (757, 2005, 922, 2032)
rws-cell: 1% of Estimate Cost (508, 875, 569, 926)
rws-code: 25117/11/0011/1415 (198, 1308, 293, 1318)
panchayat-cell: 6(Six) Calendar months (475, 1602, 533, 1634)
panchayat-condition: 12. The STISC contractor desirous to avail price preference are required to submit an affidavit. (197, 1979, 547, 1989)
ghoshana1-body: ଯେହେତୁ ଓଡ଼ିଶା ସରକାରଙ୍କ ନିକଟରେ ପ୍ରତୀତ ହେଉଛି ଯେ, ସର୍ବସାଧାରଣଙ୍କ ହିତାର୍ଥେ କାର୍ଯ୍ୟ ନିମନ୍ତେ ନୟାଗଡ଼ ଜିଲ୍ଲା, ଓଡ଼଼ଗାଁ ତହସିଲ ଅନ୍ତର୍ଗତ ମୌଜାରେ ନିମ୍ନ ବର୍ଣ୍ଣିତ ଜମି ଆବଶ୍ୟକ। ଏଣୁ ଭୂ-ଅର୍ଜନ ଆଇନ ୧୮୯୪ ର ଧାରା ୬ ଅନୁଯାୟୀ ଏତଦ୍ୱାରା ଘୋଷଣା କରାଯାଉଛି ଯେ ଉକ୍ତ ଜମି ଉପରୋକ୍ତ କାର୍ଯ୍ୟ ନିମନ୍ତେ ଆବଶ୍ୟକ। ଜମିର ନକ୍ସା ଜିଲ୍ଲାପାଳଙ୍କ କାର୍ଯ୍ୟାଳୟରେ ଦେଖାଯାଇପାରିବ। (1130, 262, 1484, 308)
panchayat-condition: 10. Checklist is to be duly filled in. (197, 1944, 325, 1954)
panchayat-row (198, 1508, 735, 1540)
panchayat-cell: 'C' & 'D' Class (533, 1539, 588, 1571)
rws-cell: RWSS Division Office, Jagatsinghpur / Kendrapara (637, 875, 734, 926)
khordha-sched-label: Date of opening of Technical Bid (1131, 1152, 1344, 1167)
ghoshana1-code: F/LA-XXXV-7 (1381, 152, 1444, 162)
panchayat-idx: 4 (475, 1493, 533, 1508)
rws-cell: Different Blocks of Cuttack District (226, 875, 365, 926)
rws-cell: RWSS Division Office, Jagatsinghpur / Kendrapara (637, 926, 734, 977)
panchayat-idx: 1 (198, 1493, 221, 1508)
ghoshana1-sign: ମଜୁମଦାର ନେତା, ଓଏଏସ୍ (1264, 326, 1350, 336)
court-party-line: (୧) ଶ୍ରୀ ଜି. ପ୍ରଦୀପସାରଙ୍ଗୀ (1131, 1442, 1259, 1455)
kendrapara-unit: Mahakalapara Block (790, 1500, 953, 1515)
ioc-ad-2 (932, 405, 1117, 768)
panchayat-condition: 4. The Bid will be opened on Dt.06.04.2015 at 11.00 A.M. in the office of the undersigned in the presence of the members of the District Level Tender/ Purchase Committee and the bidders or their authorized representatives. If the office happens to be closed on the date of receipt / opening of the bids as specified, above will be received / opened on the next working day at the same time and venue. (197, 1803, 735, 1831)
panchayat-cell: 37000.00 (589, 1602, 638, 1634)
panchayat-bid-id: BID IDENTIFICATION No: 02/2014-15 (374, 1362, 558, 1372)
panchayat-cell: 'C' & 'D' Class (533, 1571, 588, 1603)
panchayat-condition: 15. Any Corrigendum / Addendum will be displayed in the website http://sambalpur.nic.in only. (197, 2058, 547, 2068)
ghoshana-notice-2 (750, 778, 1116, 1186)
panchayat-condition: 3. The sale of the Bid document shall start from Dt.25.03.2015 at 10.00 AM and close on Dt.02.04.2015 at 5.00 P.M. during office hours in the office of the undersigned. Bids shall be received by this Agency upto 5.00 PM on date 04.04.2015 through Registered Post/ Speed Post only. The envelope will be opened on Dt.06.04.2015 at 11.00 A.M. (197, 1777, 735, 1804)
kendrapara-addr-1: District Manager, OSCSC Ltd., Kendrapara (756, 1908, 988, 1922)
paper-name-logo: ଧରିତ୍ରୀ (1358, 6, 1433, 34)
khordha-addr-3: District - Khordha, PIN - 752056 (1130, 1106, 1289, 1117)
panchayat-cell: Rs.4000/- + Rs. 200/- (638, 1665, 735, 1697)
panchayat-condition: 7. Balance Bid security @ 1% of contract value shall be pledged in parts in favour of Block Development Officer, Jamankira corresponding to the respective value of works and deposited during drawl of agreement. (197, 1882, 735, 1901)
panchayat-condition: 8. Bidders shall submit original affidavit regarding authenticity of documents and E.M.D along with their bids. Bids shall be accompanied with attested true copy of valid registration certificate, valid VAT clearance certificate and PAN card, otherwise his/her bids shall be declared as non-responsive and liable for rejection. The original certificates of the lowest two bidders are to be produced before Assistant Engineer, Jamankira Block for verification. (197, 1900, 735, 1936)
khordha-sign-2: OSCSC Ltd., Khordha (1353, 1199, 1484, 1212)
rws-intro: No.: 2077-O: Superintending Engineer, RWS&S Circle, Cuttack, At- Mahanadi Vihar, P.O.- Nayabazar, Cuttack - 753004 invites sealed tenders in conformity with Detailed Tender Call Notice to arrive at Panel Rates as well as to be eventually drawn in PWD-F, contract of Government of Odisha to be received from the eligible contractors registered with Government of Odisha possessing valid license having Calix rigs and executed similar works in the State of Odisha under RWSS/PH Organization with uptodate VATCC, ITCC/PAN for drilling of tube wells in rural areas of Jajpur & Cuttack districts under this circle. (198, 604, 734, 669)
khordha-t1: CSO-cum-DISTRICT MANAGER (1156, 710, 1458, 731)
sub-head-1: ଅବସରପ୍ରାପ୍ତ ଶିକ୍ଷକଙ୍କୁ ମିଳିବ ଶିକ୍ଷାଦାନ ସୁଯୋଗ (380, 153, 683, 215)
rws-th: Description of Work (226, 674, 365, 737)
kendrapara-addr: Gualsingh, College Chhaka, Kendrapara (809, 1289, 1057, 1302)
rws-cell: 0.49 Lakh (364, 875, 441, 926)
kendrapara-sched-value: From 30.03.2015 to 13.04.2015 upto 3.00 P.M. (922, 1951, 1110, 1978)
panchayat-th: Sl. No (198, 1454, 221, 1493)
panchayat-cell: 'C' & 'D' Class (533, 1665, 588, 1697)
khordha-web: www.khordha.nic.in (1245, 816, 1369, 829)
panchayat-table (197, 1453, 735, 1697)
registration-marks (230, 2319, 282, 2333)
khordha-schedule (1130, 1121, 1484, 1182)
panchayat-condition: N.B:- E.M.D. in shape of Cash / Pay Orders or Bankers Cheques / Bank Draft is not acceptable. (197, 1768, 544, 1778)
indianoil-logo-icon (819, 434, 855, 470)
panchayat-cell: 2308387.00 (410, 1539, 475, 1571)
rws-cell: 2 (199, 875, 226, 926)
kendrapara-sched-label: Last date for receipt of tender document (757, 1978, 922, 2005)
court-party-line: ପି. ସ୍ୱର୍ଗତ ଜି.ନରସିଂହମୂର୍ତ୍ତି, ଫ୍ଲାଟ ନଂ ୨୦୪ (1131, 1457, 1340, 1470)
story-col-2: ସେହିଭଳି ୨୦୧୫-୧୬ ଶିକ୍ଷାବର୍ଷ ପାଇଁ ୧୩,୩୦୦ ଶିକ୍ଷକଙ୍କୁ ନିଯୁକ୍ତି ଦିଆଯିବ। ଚଳିତ ବର୍ଷ ପ୍ରାଥମିକ ସ୍ତରରେ ୧୩,୦୦୦ ଓ ଉଚ୍ଚ ପ୍ରାଥମିକ ସ୍ତରରେ ୫,୬୩୪ ଶିକ୍ଷକ ପଦବୀ ପୂରଣ କରାଯିବ ବୋଲି ସୂଚନା ମିଳିଛି। ମଧ୍ୟାହ୍ନ ଭୋଜନ ଦାୟିତ୍ୱରୁ ଶିକ୍ଷକଙ୍କୁ ମୁକ୍ତ କରିବା ପାଇଁ ସ୍ୱତନ୍ତ୍ର ନୀତି ନିର୍ଦ୍ଧାରଣ କରାଯାଉଛି। (380, 375, 735, 429)
court-party-line: ପି. ଶ୍ରୀ ଜି. ପ୍ରଦୀପସାରଙ୍ଗୀ (1131, 1562, 1274, 1575)
kendrapara-sched-label: Period of Sale of tender document (757, 1951, 922, 1978)
court-sign-3: ସ୍ୱତନ୍ତ୍ର ଅଦାଲତ, ଭୁବନେଶ୍ୱର (1341, 1832, 1483, 1845)
rws-table (198, 673, 734, 977)
ghoshana1-title: ଘୋଷଣା (1232, 203, 1382, 229)
panchayat-title: PANCHAYAT SAMITI, JAMANKIRA (197, 1338, 735, 1362)
khordha-tender (1124, 680, 1490, 1316)
ghoshana2-date: ଭୁବନେଶ୍ୱର, ତା07.03.15ରିଖ (999, 878, 1110, 888)
